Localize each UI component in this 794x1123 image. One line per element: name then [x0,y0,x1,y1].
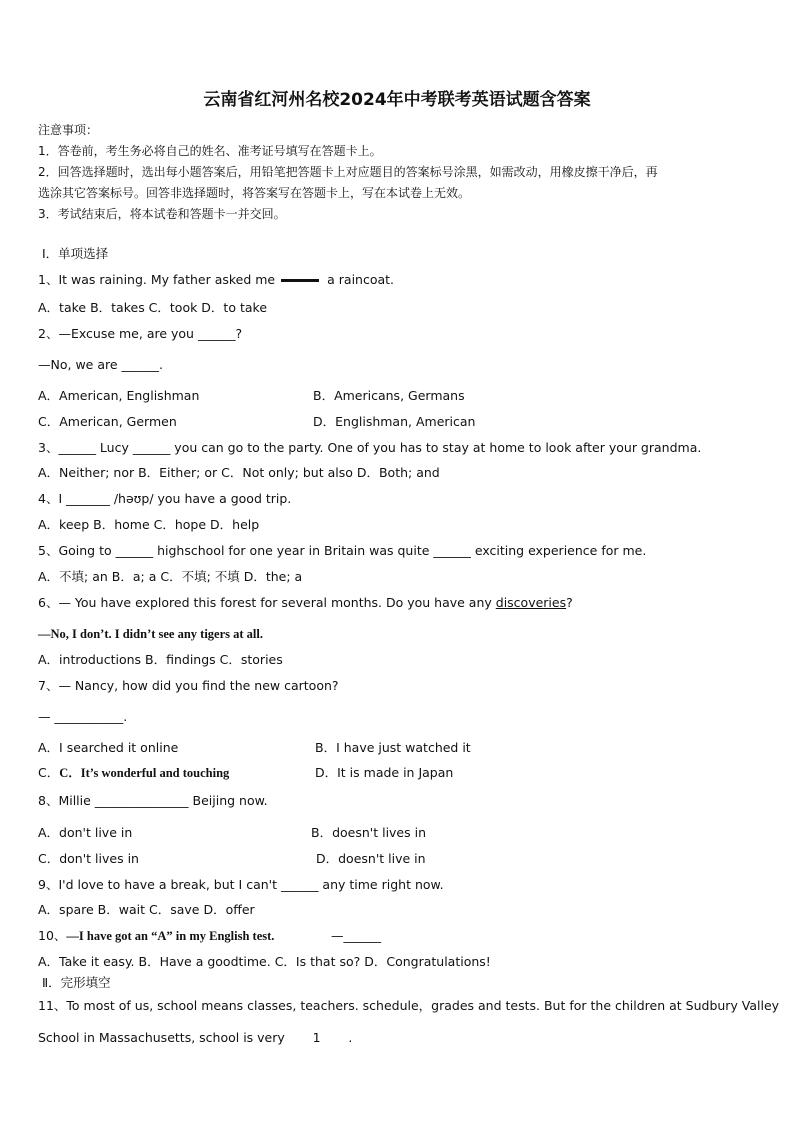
question-6 [38,595,573,611]
option-d: D．doesn't live in [316,851,426,866]
question-text: —I have got an “A” in my English test. [66,929,275,943]
question-number: 10、 [38,928,67,943]
option-c: C．American, Germen [38,414,177,429]
option-d: D．It is made in Japan [315,765,454,780]
option-b: B．Americans, Germans [313,388,465,403]
options: A．不填; an B．a; a C．不填; 不填 D．the; a [38,569,303,584]
option-c: C．don't lives in [38,851,139,866]
options: A．take B．takes C．took D．to take [38,300,268,315]
question-4: 4、I _______ /həʊp/ you have a good trip. [38,491,292,506]
option-a: A．American, Englishman [38,388,200,403]
page-title: 云南省红河州名校2024年中考联考英语试题含答案 [203,90,591,110]
dialogue-reply: —______ [331,928,381,943]
options: A．keep B．home C．hope D．help [38,517,260,532]
answer-blank [281,279,319,282]
option-a: A．I searched it online [38,740,179,755]
option-d: D．Englishman, American [313,414,476,429]
option-text: C．It’s wonderful and touching [59,766,230,780]
options: A．Take it easy. B．Have a goodtime. C．Is that so? D．Congratulations! [38,954,491,969]
question-3: 3、______ Lucy ______ you can go to the party. One of you has to stay at home to look after your grandma. [38,440,702,455]
options: A．introductions B．findings C．stories [38,652,283,667]
underlined-word: discoveries [495,595,567,610]
notice-item: 选涂其它答案标号。回答非选择题时，将答案写在答题卡上，写在本试卷上无效。 [38,186,471,200]
question-11: 11、To most of us, school means classes, teachers. schedule，grades and tests. But for the children at Sudbury Valley [38,998,780,1013]
section-heading: Ⅱ．完形填空 [42,975,111,990]
question-9: 9、I'd love to have a break, but I can't ______ any time right now. [38,877,444,892]
question-7: 7、— Nancy, how did you find the new cartoon? [38,678,339,693]
question-text: a raincoat. [327,272,395,287]
dialogue-line: — ___________. [38,709,128,724]
question-2: 2、—Excuse me, are you ______? [38,326,243,341]
question-text: 6、— You have explored this forest for several months. Do you have any [38,595,496,610]
question-5: 5、Going to ______ highschool for one year in Britain was quite ______ exciting experience for me. [38,543,647,558]
notice-heading: 注意事项： [38,123,99,137]
dialogue-line: —No, we are ______. [38,357,163,372]
option-c [38,765,229,781]
passage-line: School in Massachusetts, school is very 1 . [38,1030,353,1045]
question-10 [38,928,274,944]
option-letter: C． [38,765,60,780]
options: A．Neither; nor B．Either; or C．Not only; but also D．Both; and [38,465,440,480]
options: A．spare B．wait C．save D．offer [38,902,255,917]
section-heading: Ⅰ．单项选择 [42,246,109,261]
dialogue-line: —No, I don’t. I didn’t see any tigers at all. [38,627,264,641]
question-text: ? [566,595,573,610]
question-8: 8、Millie _______________ Beijing now. [38,793,268,808]
option-b: B．doesn't lives in [311,825,427,840]
notice-item: 3．考试结束后，将本试卷和答题卡一并交回。 [38,207,286,221]
question-1 [38,272,394,288]
option-a: A．don't live in [38,825,133,840]
notice-item: 2．回答选择题时，选出每小题答案后，用铅笔把答题卡上对应题目的答案标号涂黑，如需改动，用橡皮擦干净后，再 [38,165,658,179]
question-text: 1、It was raining. My father asked me [38,272,276,287]
option-b: B．I have just watched it [315,740,471,755]
notice-item: 1．答卷前，考生务必将自己的姓名、准考证号填写在答题卡上。 [38,144,382,158]
